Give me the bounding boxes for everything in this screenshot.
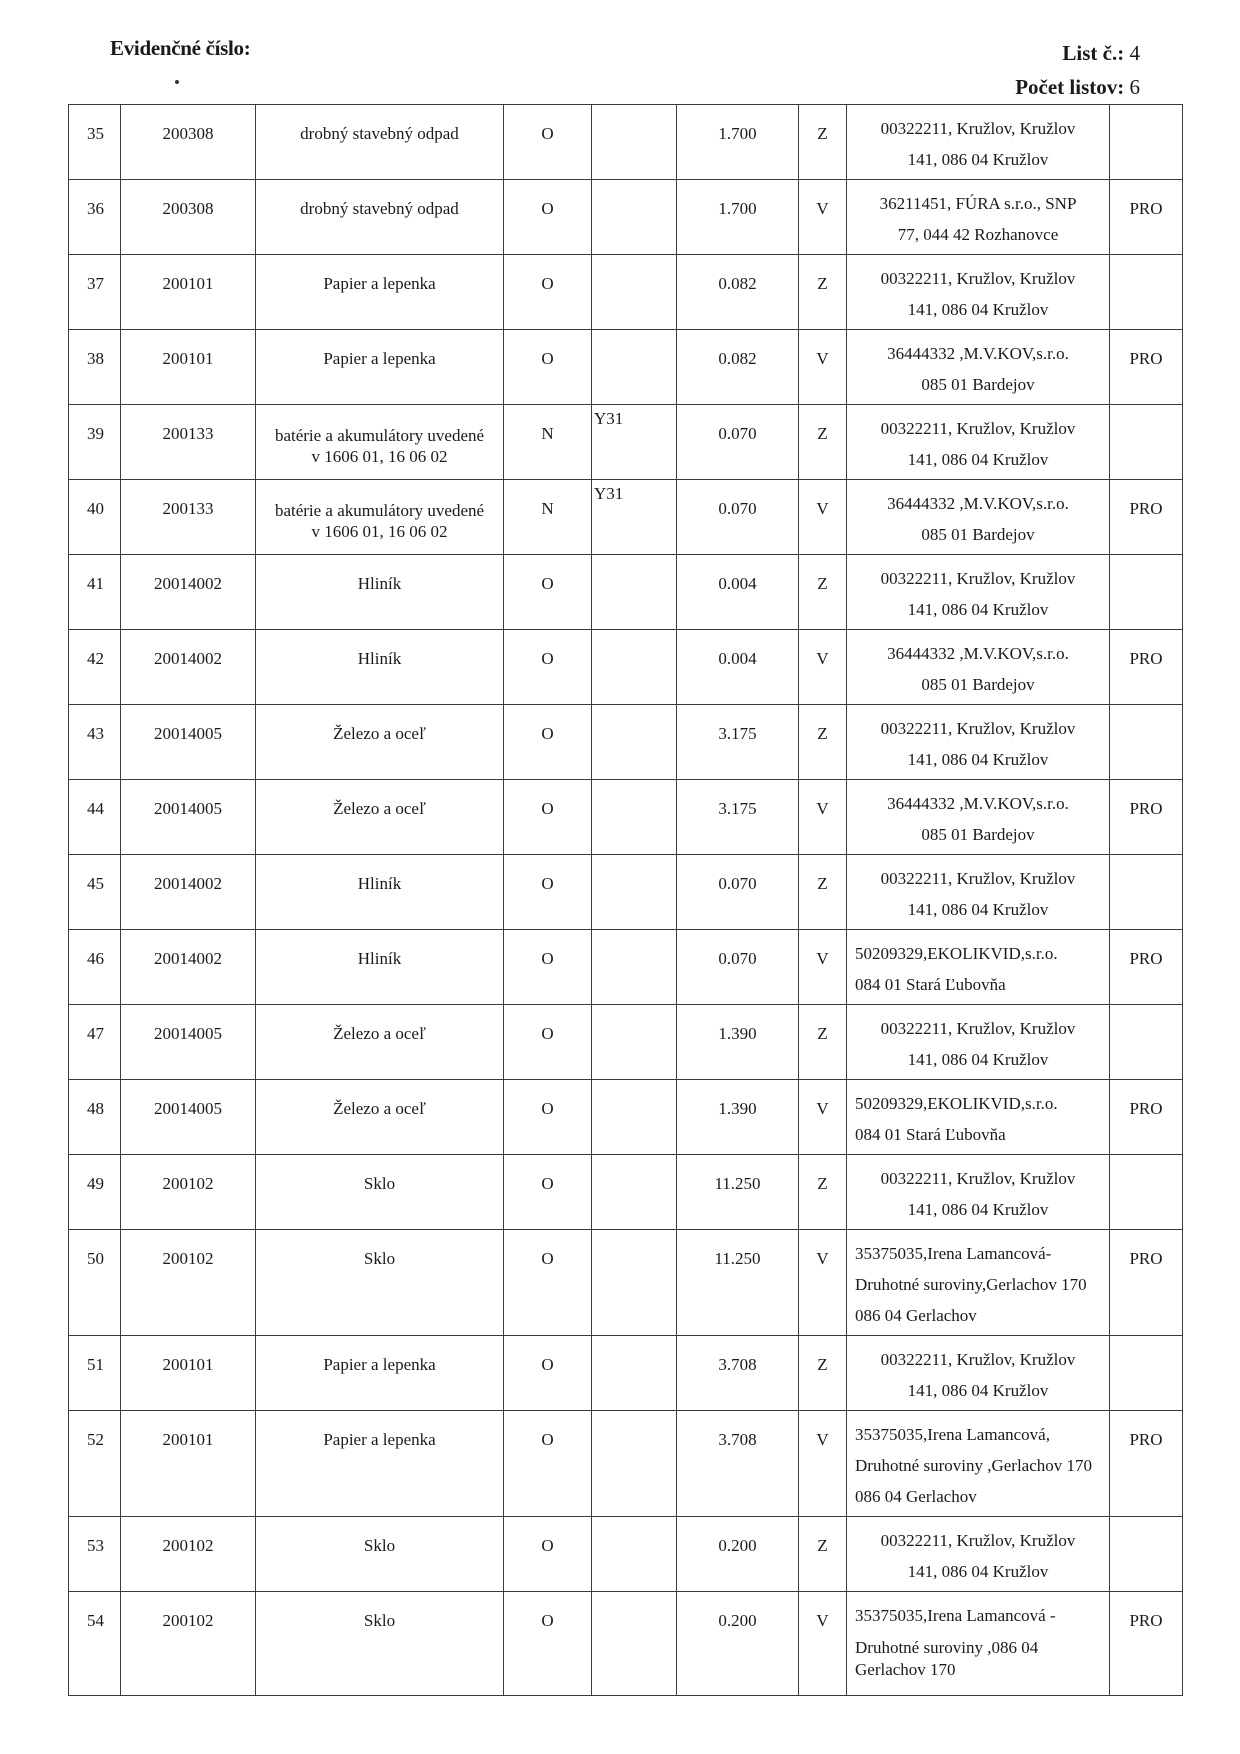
waste-description: [256, 1080, 504, 1155]
hazard-code: [592, 555, 677, 630]
waste-code: 200101: [121, 255, 256, 330]
waste-category: O: [504, 855, 592, 930]
waste-category: O: [504, 105, 592, 180]
table-row: [69, 255, 1183, 330]
partner-line: 36444332 ,M.V.KOV,s.r.o.: [887, 644, 1069, 663]
table-row: [69, 930, 1183, 1005]
partner-info: [847, 855, 1110, 930]
description-line: Sklo: [363, 1174, 396, 1193]
partner-line: 36444332 ,M.V.KOV,s.r.o.: [887, 794, 1069, 813]
pro-flag: [1110, 105, 1183, 180]
waste-code: 20014002: [121, 630, 256, 705]
sheet-number-value: 4: [1129, 41, 1140, 65]
quantity: 0.070: [677, 405, 799, 480]
operation-mode: V: [799, 1592, 847, 1696]
quantity: 1.700: [677, 180, 799, 255]
sheet-number: [1015, 36, 1140, 70]
operation-mode: Z: [799, 855, 847, 930]
quantity: 0.200: [677, 1517, 799, 1592]
operation-mode: Z: [799, 1155, 847, 1230]
pro-flag: PRO: [1110, 930, 1183, 1005]
description-line: Papier a lepenka: [323, 1430, 436, 1449]
waste-description: [256, 705, 504, 780]
partner-line: 141, 086 04 Kružlov: [907, 900, 1049, 919]
description-line: Hliník: [357, 874, 402, 893]
waste-category: O: [504, 1080, 592, 1155]
partner-line: 084 01 Stará Ľubovňa: [855, 1125, 1006, 1144]
waste-code: 20014005: [121, 780, 256, 855]
description-line: Papier a lepenka: [323, 349, 436, 368]
row-number: 41: [69, 555, 121, 630]
operation-mode: V: [799, 330, 847, 405]
description-line: Sklo: [363, 1536, 396, 1555]
quantity: 0.070: [677, 855, 799, 930]
hazard-code: Y31: [592, 405, 677, 480]
hazard-code: [592, 1517, 677, 1592]
quantity: 3.708: [677, 1411, 799, 1517]
row-number: 48: [69, 1080, 121, 1155]
hazard-code: [592, 1005, 677, 1080]
waste-category: O: [504, 1411, 592, 1517]
partner-info: [847, 105, 1110, 180]
table-row: [69, 1517, 1183, 1592]
waste-description: [256, 1517, 504, 1592]
table-row: [69, 1592, 1183, 1696]
row-number: 37: [69, 255, 121, 330]
partner-info: [847, 1230, 1110, 1336]
waste-description: [256, 630, 504, 705]
table-row: [69, 405, 1183, 480]
table-body: [69, 105, 1183, 1696]
quantity: 0.004: [677, 555, 799, 630]
pro-flag: PRO: [1110, 630, 1183, 705]
pro-flag: [1110, 1005, 1183, 1080]
operation-mode: V: [799, 780, 847, 855]
row-number: 50: [69, 1230, 121, 1336]
partner-line: 00322211, Kružlov, Kružlov: [880, 1169, 1076, 1188]
description-line: Hliník: [357, 949, 402, 968]
waste-category: O: [504, 1230, 592, 1336]
hazard-code: Y31: [592, 480, 677, 555]
partner-line: 085 01 Bardejov: [921, 825, 1035, 844]
waste-description: [256, 105, 504, 180]
row-number: 38: [69, 330, 121, 405]
partner-line: 36444332 ,M.V.KOV,s.r.o.: [887, 494, 1069, 513]
pro-flag: PRO: [1110, 480, 1183, 555]
partner-line: 00322211, Kružlov, Kružlov: [880, 119, 1076, 138]
hazard-code: [592, 330, 677, 405]
sheet-count-value: 6: [1129, 75, 1140, 99]
waste-category: O: [504, 1592, 592, 1696]
partner-info: [847, 1155, 1110, 1230]
hazard-code: [592, 180, 677, 255]
partner-line: 141, 086 04 Kružlov: [907, 1200, 1049, 1219]
table-row: [69, 1411, 1183, 1517]
sheet-count-label: Počet listov:: [1015, 75, 1125, 99]
pro-flag: [1110, 555, 1183, 630]
quantity: 1.390: [677, 1005, 799, 1080]
hazard-code: [592, 780, 677, 855]
partner-info: [847, 630, 1110, 705]
row-number: 47: [69, 1005, 121, 1080]
pro-flag: [1110, 1517, 1183, 1592]
quantity: 1.700: [677, 105, 799, 180]
waste-description: [256, 1155, 504, 1230]
pro-flag: PRO: [1110, 180, 1183, 255]
waste-code: 200308: [121, 180, 256, 255]
partner-line: 141, 086 04 Kružlov: [907, 150, 1049, 169]
partner-line: Druhotné suroviny,Gerlachov 170: [855, 1275, 1087, 1294]
waste-code: 200308: [121, 105, 256, 180]
waste-category: O: [504, 930, 592, 1005]
partner-line: 084 01 Stará Ľubovňa: [855, 975, 1006, 994]
operation-mode: Z: [799, 705, 847, 780]
hazard-code: [592, 1592, 677, 1696]
operation-mode: Z: [799, 405, 847, 480]
quantity: 0.082: [677, 330, 799, 405]
operation-mode: Z: [799, 105, 847, 180]
quantity: 0.004: [677, 630, 799, 705]
description-line: Hliník: [357, 574, 402, 593]
table-row: [69, 855, 1183, 930]
quantity: 11.250: [677, 1230, 799, 1336]
waste-category: O: [504, 1005, 592, 1080]
sheet-number-label: List č.:: [1062, 41, 1125, 65]
operation-mode: V: [799, 1080, 847, 1155]
description-line: batérie a akumulátory uvedené: [274, 501, 485, 520]
partner-line: 00322211, Kružlov, Kružlov: [880, 1531, 1076, 1550]
partner-line: 35375035,Irena Lamancová-: [855, 1244, 1052, 1263]
quantity: 1.390: [677, 1080, 799, 1155]
partner-line: 00322211, Kružlov, Kružlov: [880, 719, 1076, 738]
hazard-code: [592, 930, 677, 1005]
partner-line: 085 01 Bardejov: [921, 675, 1035, 694]
row-number: 51: [69, 1336, 121, 1411]
evidence-number-label: Evidenčné číslo:: [110, 36, 251, 60]
operation-mode: Z: [799, 1336, 847, 1411]
operation-mode: Z: [799, 255, 847, 330]
partner-line: 50209329,EKOLIKVID,s.r.o.: [855, 944, 1058, 963]
partner-line: 35375035,Irena Lamancová,: [855, 1425, 1050, 1444]
pro-flag: PRO: [1110, 1592, 1183, 1696]
partner-line: 141, 086 04 Kružlov: [907, 1050, 1049, 1069]
scan-mark: [175, 80, 179, 84]
partner-info: [847, 705, 1110, 780]
partner-info: [847, 1592, 1110, 1696]
sheet-count: [1015, 70, 1140, 104]
pro-flag: PRO: [1110, 780, 1183, 855]
row-number: 46: [69, 930, 121, 1005]
partner-info: [847, 1005, 1110, 1080]
partner-info: [847, 180, 1110, 255]
pro-flag: PRO: [1110, 1230, 1183, 1336]
table-row: [69, 1336, 1183, 1411]
operation-mode: Z: [799, 1005, 847, 1080]
waste-description: [256, 180, 504, 255]
quantity: 0.070: [677, 930, 799, 1005]
description-line: batérie a akumulátory uvedené: [274, 426, 485, 445]
waste-code: 200101: [121, 330, 256, 405]
partner-line: 50209329,EKOLIKVID,s.r.o.: [855, 1094, 1058, 1113]
waste-description: [256, 480, 504, 555]
waste-code: 200102: [121, 1155, 256, 1230]
partner-line: 00322211, Kružlov, Kružlov: [880, 569, 1076, 588]
partner-info: [847, 780, 1110, 855]
table-row: [69, 105, 1183, 180]
waste-records-table: [68, 104, 1183, 1696]
quantity: 0.070: [677, 480, 799, 555]
waste-code: 200133: [121, 480, 256, 555]
waste-code: 200102: [121, 1230, 256, 1336]
partner-line: 00322211, Kružlov, Kružlov: [880, 1350, 1076, 1369]
waste-category: O: [504, 705, 592, 780]
waste-description: [256, 330, 504, 405]
waste-category: N: [504, 480, 592, 555]
operation-mode: V: [799, 630, 847, 705]
row-number: 36: [69, 180, 121, 255]
hazard-code: [592, 705, 677, 780]
waste-code: 20014002: [121, 930, 256, 1005]
partner-line: 141, 086 04 Kružlov: [907, 750, 1049, 769]
partner-line: 141, 086 04 Kružlov: [907, 450, 1049, 469]
quantity: 3.175: [677, 780, 799, 855]
table-row: [69, 630, 1183, 705]
waste-description: [256, 1005, 504, 1080]
description-line: Železo a oceľ: [333, 1099, 426, 1118]
pro-flag: PRO: [1110, 1080, 1183, 1155]
table-row: [69, 780, 1183, 855]
partner-info: [847, 255, 1110, 330]
partner-line: 36211451, FÚRA s.r.o., SNP: [879, 194, 1077, 213]
description-line: v 1606 01, 16 06 02: [311, 447, 448, 466]
description-line: Papier a lepenka: [323, 1355, 436, 1374]
description-line: drobný stavebný odpad: [300, 124, 459, 143]
waste-code: 20014002: [121, 555, 256, 630]
partner-info: [847, 1080, 1110, 1155]
partner-line: Druhotné suroviny ,086 04: [855, 1638, 1039, 1657]
description-line: Železo a oceľ: [333, 724, 426, 743]
row-number: 45: [69, 855, 121, 930]
partner-info: [847, 405, 1110, 480]
waste-description: [256, 255, 504, 330]
waste-description: [256, 1336, 504, 1411]
pro-flag: [1110, 405, 1183, 480]
partner-info: [847, 1411, 1110, 1517]
quantity: 3.175: [677, 705, 799, 780]
waste-description: [256, 1592, 504, 1696]
hazard-code: [592, 1411, 677, 1517]
partner-line: 35375035,Irena Lamancová -: [855, 1606, 1056, 1625]
pro-flag: [1110, 1336, 1183, 1411]
partner-info: [847, 480, 1110, 555]
partner-info: [847, 330, 1110, 405]
waste-category: O: [504, 255, 592, 330]
pro-flag: [1110, 255, 1183, 330]
waste-code: 20014002: [121, 855, 256, 930]
hazard-code: [592, 105, 677, 180]
hazard-code: [592, 1336, 677, 1411]
description-line: Papier a lepenka: [323, 274, 436, 293]
partner-line: 141, 086 04 Kružlov: [907, 300, 1049, 319]
operation-mode: V: [799, 480, 847, 555]
operation-mode: V: [799, 930, 847, 1005]
description-line: Železo a oceľ: [333, 799, 426, 818]
pro-flag: [1110, 855, 1183, 930]
waste-description: [256, 855, 504, 930]
row-number: 52: [69, 1411, 121, 1517]
partner-line: Gerlachov 170: [855, 1660, 956, 1679]
waste-category: O: [504, 555, 592, 630]
waste-description: [256, 405, 504, 480]
hazard-code: [592, 855, 677, 930]
quantity: 0.082: [677, 255, 799, 330]
hazard-code: [592, 1080, 677, 1155]
hazard-code: [592, 1155, 677, 1230]
partner-info: [847, 930, 1110, 1005]
pro-flag: [1110, 1155, 1183, 1230]
waste-code: 200102: [121, 1592, 256, 1696]
description-line: Sklo: [363, 1249, 396, 1268]
row-number: 54: [69, 1592, 121, 1696]
partner-info: [847, 1517, 1110, 1592]
partner-line: 085 01 Bardejov: [921, 375, 1035, 394]
partner-line: 141, 086 04 Kružlov: [907, 600, 1049, 619]
partner-line: Druhotné suroviny ,Gerlachov 170: [855, 1456, 1093, 1475]
partner-line: 085 01 Bardejov: [921, 525, 1035, 544]
table-row: [69, 1005, 1183, 1080]
waste-category: N: [504, 405, 592, 480]
waste-description: [256, 1230, 504, 1336]
description-line: v 1606 01, 16 06 02: [311, 522, 448, 541]
waste-code: 200102: [121, 1517, 256, 1592]
waste-code: 20014005: [121, 1080, 256, 1155]
operation-mode: V: [799, 180, 847, 255]
waste-code: 200133: [121, 405, 256, 480]
row-number: 43: [69, 705, 121, 780]
row-number: 42: [69, 630, 121, 705]
quantity: 11.250: [677, 1155, 799, 1230]
description-line: Sklo: [363, 1611, 396, 1630]
hazard-code: [592, 1230, 677, 1336]
table-row: [69, 705, 1183, 780]
partner-line: 141, 086 04 Kružlov: [907, 1381, 1049, 1400]
partner-line: 77, 044 42 Rozhanovce: [897, 225, 1059, 244]
description-line: drobný stavebný odpad: [300, 199, 459, 218]
partner-line: 086 04 Gerlachov: [855, 1306, 977, 1325]
partner-line: 00322211, Kružlov, Kružlov: [880, 419, 1076, 438]
table-row: [69, 330, 1183, 405]
waste-description: [256, 780, 504, 855]
pro-flag: PRO: [1110, 1411, 1183, 1517]
partner-info: [847, 1336, 1110, 1411]
partner-line: 00322211, Kružlov, Kružlov: [880, 869, 1076, 888]
description-line: Železo a oceľ: [333, 1024, 426, 1043]
pro-flag: PRO: [1110, 330, 1183, 405]
sheet-info: [1015, 36, 1140, 104]
waste-category: O: [504, 1155, 592, 1230]
waste-category: O: [504, 330, 592, 405]
waste-category: O: [504, 180, 592, 255]
table-row: [69, 180, 1183, 255]
partner-line: 00322211, Kružlov, Kružlov: [880, 269, 1076, 288]
row-number: 44: [69, 780, 121, 855]
partner-info: [847, 555, 1110, 630]
partner-line: 086 04 Gerlachov: [855, 1487, 977, 1506]
operation-mode: V: [799, 1411, 847, 1517]
operation-mode: V: [799, 1230, 847, 1336]
waste-category: O: [504, 630, 592, 705]
row-number: 49: [69, 1155, 121, 1230]
waste-category: O: [504, 1336, 592, 1411]
table-row: [69, 1155, 1183, 1230]
table-row: [69, 1230, 1183, 1336]
table-row: [69, 480, 1183, 555]
pro-flag: [1110, 705, 1183, 780]
quantity: 0.200: [677, 1592, 799, 1696]
waste-code: 20014005: [121, 705, 256, 780]
waste-description: [256, 1411, 504, 1517]
table-row: [69, 555, 1183, 630]
waste-description: [256, 930, 504, 1005]
partner-line: 36444332 ,M.V.KOV,s.r.o.: [887, 344, 1069, 363]
hazard-code: [592, 255, 677, 330]
partner-line: 141, 086 04 Kružlov: [907, 1562, 1049, 1581]
row-number: 35: [69, 105, 121, 180]
operation-mode: Z: [799, 555, 847, 630]
waste-code: 200101: [121, 1336, 256, 1411]
waste-code: 200101: [121, 1411, 256, 1517]
row-number: 53: [69, 1517, 121, 1592]
operation-mode: Z: [799, 1517, 847, 1592]
waste-category: O: [504, 780, 592, 855]
waste-code: 20014005: [121, 1005, 256, 1080]
quantity: 3.708: [677, 1336, 799, 1411]
table-row: [69, 1080, 1183, 1155]
waste-category: O: [504, 1517, 592, 1592]
row-number: 39: [69, 405, 121, 480]
hazard-code: [592, 630, 677, 705]
waste-description: [256, 555, 504, 630]
description-line: Hliník: [357, 649, 402, 668]
row-number: 40: [69, 480, 121, 555]
partner-line: 00322211, Kružlov, Kružlov: [880, 1019, 1076, 1038]
